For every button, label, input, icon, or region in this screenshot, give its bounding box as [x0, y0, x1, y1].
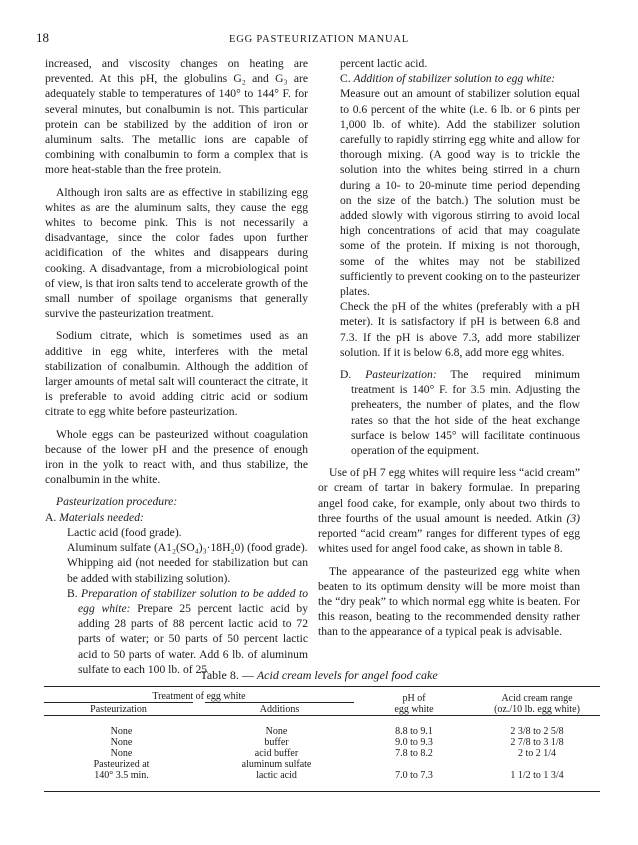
- table-cell: aluminum sulfate: [241, 759, 312, 770]
- table-cell: [474, 759, 600, 770]
- paragraph: Sodium citrate, which is sometimes used as an additive in egg white, interferes with the metal stabilization of conalbumin. Although the addition of larger amounts of metal salt will counteract the citrate, it is preferable to avoid adding citric acid or sodium citrate to egg white before pasteurization.: [45, 329, 308, 419]
- pasteurization-header-text: Pasteurization: [44, 702, 193, 715]
- table-cell: [354, 759, 474, 770]
- ph-header-line1: pH of: [402, 693, 426, 704]
- table-header-row: [44, 687, 600, 703]
- table-cell: 2 to 2 1/4: [517, 748, 557, 759]
- paragraph: [318, 465, 580, 556]
- list-letter: A.: [45, 510, 57, 524]
- list-item-text: Measure out an amount of stabilizer solution equal to 0.6 percent of the white (i.e. 6 lb. or 6 pints per 1,000 lb. of white). Add the stabilizer solution carefully to rapidly stirring egg white and allow for thorough mixing. (A good way is to trickle the solution into the whites being stirred in a churn during a 10- to 20-minute time period depending on the size of the batch.) The solution must be added slowly with vigorous stirring to avoid local high concentrations of acid that may coagulate some of the protein. If mixing is not thorough, some of the whites may not be stabilized sufficiently to prevent cooking on to the pasteurizer plates.: [340, 87, 580, 299]
- table-cell: 2 7/8 to 3 1/8: [510, 737, 564, 748]
- table-cell: 1 1/2 to 1 3/4: [474, 770, 600, 792]
- table-caption: [0, 668, 638, 683]
- procedure-heading: [45, 494, 308, 509]
- reference-number: (3): [566, 511, 580, 525]
- ph-header: [354, 687, 474, 716]
- caption-title: Acid cream levels for angel food cake: [256, 668, 438, 682]
- group-header: [44, 687, 354, 703]
- table-row: [44, 759, 600, 770]
- table-cell: None: [110, 748, 133, 759]
- table-cell: 2 3/8 to 2 5/8: [474, 716, 600, 738]
- acid-header: [474, 687, 600, 716]
- list-letter: D.: [340, 368, 352, 382]
- list-subitem: Lactic acid (food grade).: [67, 525, 182, 539]
- right-column: [318, 56, 580, 640]
- paragraph: Whole eggs can be pasteurized without coagulation because of the lower pH and the presence of enough iron in the yolk to react with, and thus stabilize, the conalbumin in the white.: [45, 427, 308, 487]
- table-cell: None: [44, 716, 199, 738]
- table-cell: 8.8 to 9.1: [354, 716, 474, 738]
- pasteurization-header: [44, 702, 199, 716]
- list-item-title: Pasteurization:: [365, 368, 437, 382]
- table-cell: lactic acid: [199, 770, 354, 792]
- table-cell: buffer: [264, 737, 289, 748]
- table-row: [44, 770, 600, 792]
- caption-prefix: Table 8. —: [200, 668, 254, 682]
- additions-header-text: Additions: [205, 702, 354, 715]
- table-cell: acid buffer: [254, 748, 299, 759]
- list-item-d: [318, 367, 580, 458]
- list-subitem: Whipping aid (not needed for stabilization but can be added with stabilizing solution).: [67, 556, 308, 585]
- list-item-a: [45, 510, 308, 525]
- procedure-heading-text: Pasteurization procedure:: [56, 495, 178, 509]
- additions-header: [199, 702, 354, 716]
- list-subitem: Aluminum sulfate (A1₂(SO₄)₃·18H₂0) (food grade).: [67, 541, 308, 555]
- list-item-text: Check the pH of the whites (preferably with a pH meter). It is satisfactory if pH is between 6.8 and 7.3. If the pH is above 7.3, add more stabilizer solution. If it is below 6.8, add more egg whites.: [340, 300, 580, 359]
- acid-header-line2: (oz./10 lb. egg white): [494, 704, 580, 715]
- paragraph-text: Use of pH 7 egg whites will require less “acid cream” or cream of tartar in bakery formulae. In preparing angel food cake, for example, only about two thirds to three fourths of the usual amount is needed. Atkin: [318, 466, 580, 525]
- table-cell: 140° 3.5 min.: [44, 770, 199, 792]
- table-cell: None: [199, 716, 354, 738]
- group-header-text: Treatment of egg white: [152, 691, 246, 702]
- table-row: [44, 748, 600, 759]
- ph-header-line2: egg white: [394, 704, 434, 715]
- paragraph-text: reported “acid cream” ranges for different types of egg whites used for angel food cake, as shown in table 8.: [318, 527, 580, 556]
- list-item-title: Materials needed:: [59, 510, 144, 524]
- left-column: [45, 56, 308, 677]
- list-item-title: Addition of stabilizer solution to egg white:: [353, 72, 556, 86]
- table-cell: 9.0 to 9.3: [395, 737, 433, 748]
- table-cell: Pasteurized at: [93, 759, 150, 770]
- acid-cream-table: [44, 686, 600, 792]
- list-item-title: Preparation of stabilizer solution to be added to egg white:: [78, 586, 308, 615]
- table-cell: 7.8 to 8.2: [395, 748, 433, 759]
- continued-text: percent lactic acid.: [340, 57, 428, 70]
- table-cell: None: [110, 737, 133, 748]
- paragraph: Although iron salts are as effective in stabilizing egg whites as are the aluminum salts, they cause the egg whites to become pink. This is not necessarily a disadvantage, since the color fades upon further acidification of the whites and disappears during cooking. A disadvantage, from a microbiological point of view, is that iron salts tend to accelerate growth of the small number of spoilage organisms that generally survive the pasteurization treatment.: [45, 185, 308, 321]
- list-letter: B.: [67, 586, 78, 600]
- table-row: [44, 737, 600, 748]
- list-item-b: [45, 586, 308, 677]
- list-letter: C.: [340, 72, 351, 86]
- list-item-c: [318, 71, 580, 86]
- table-row: [44, 716, 600, 738]
- table-cell: 7.0 to 7.3: [354, 770, 474, 792]
- paragraph: The appearance of the pasteurized egg white when beaten to its optimum density will be more moist than the “dry peak” to which normal egg white is beaten. For this reason, beating to the recommended density rather than to the appearance of a typical peak is advisable.: [318, 564, 580, 639]
- running-header: EGG PASTEURIZATION MANUAL: [228, 34, 410, 45]
- paragraph: increased, and viscosity changes on heating are prevented. At this pH, the globulins G₂ and G₃ are adequately stable to temperatures of 140° to 144° F. for several minutes, but conalbumin is not. This particular protein can be stabilized by the addition of iron or aluminum salts. The metallic ions are capable of combining with conalbumin to form a complex that is more heat-stable than the free protein.: [45, 57, 308, 177]
- list-item-text: The required minimum treatment is 140° F. for 3.5 min. Adjusting the preheaters, the number of plates, and the flow rates so that the hot side of the heat exchange surface is below 145° will facilitate continuous operation of the equipment.: [351, 368, 580, 458]
- page-number: 18: [36, 30, 49, 45]
- list-item-text: Prepare 25 percent lactic acid by adding 28 parts of 88 percent lactic acid to 72 parts of water; or 50 parts of 50 percent lactic acid to 50 parts of water. Add 6 lb. of aluminum sulfate to each 100 lb. of 25: [78, 601, 309, 676]
- acid-header-line1: Acid cream range: [501, 693, 573, 704]
